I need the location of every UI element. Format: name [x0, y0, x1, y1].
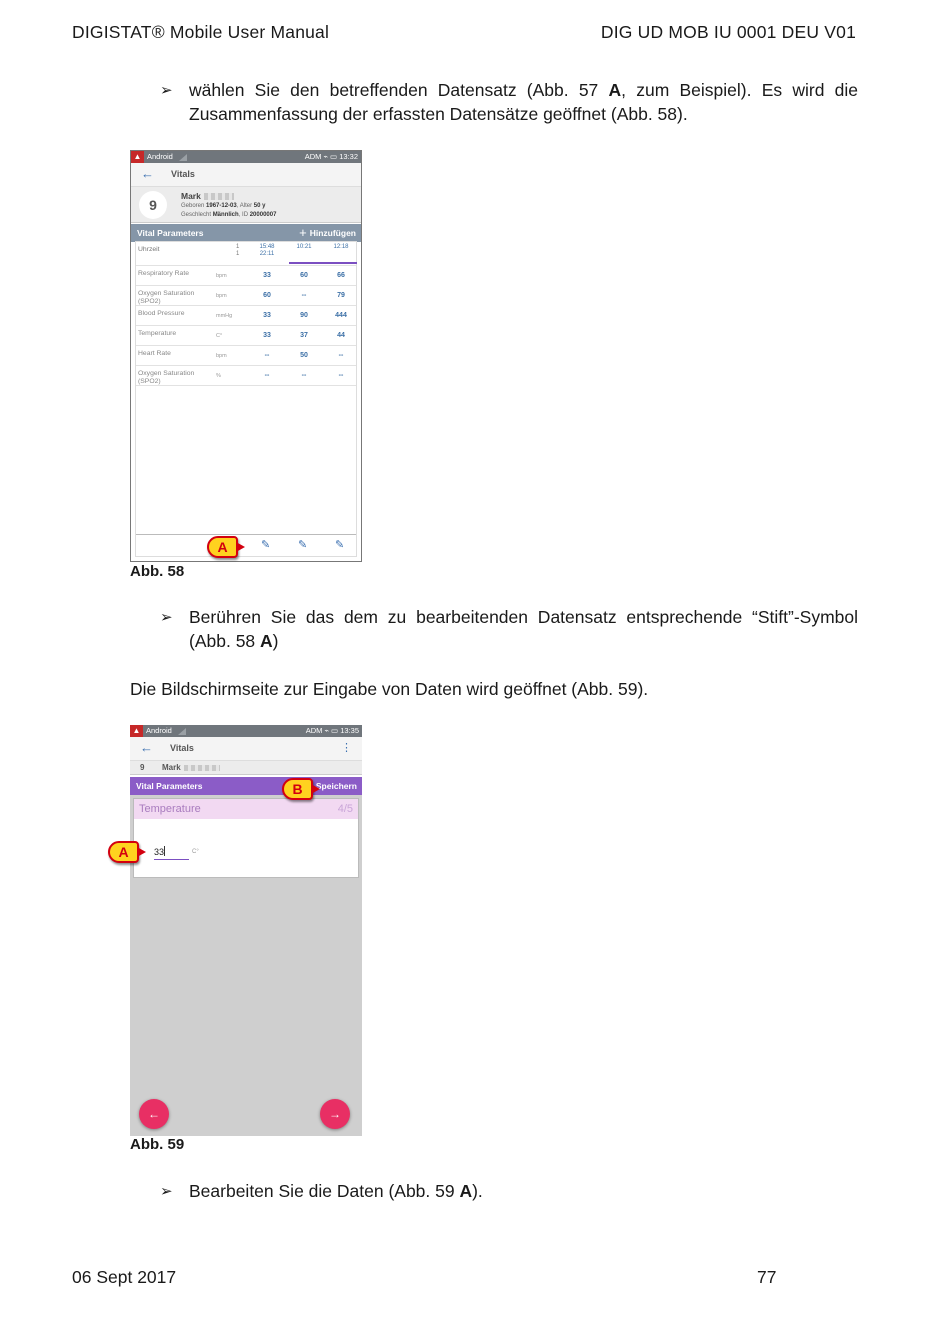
vital-parameters-bar [131, 224, 361, 242]
value-cell: -- [301, 292, 307, 299]
input-card [133, 798, 359, 878]
callout-a: A [207, 536, 238, 558]
bullet-arrow-icon: ➢ [160, 82, 173, 99]
vitals-table [135, 241, 357, 557]
value-cell: -- [338, 372, 344, 379]
figure-59-screenshot [130, 725, 362, 1136]
patient-info [131, 187, 361, 223]
value-unit: C° [192, 849, 199, 855]
save-button[interactable]: Speichern [315, 781, 357, 791]
bullet-edit-data [160, 1180, 858, 1204]
value-cell: 37 [300, 332, 308, 339]
time-label: Uhrzeit [138, 246, 160, 253]
born-label: Geboren [181, 203, 205, 209]
id-label: , ID [238, 212, 249, 218]
patient-name [162, 761, 220, 775]
arrow-left-icon: ← [148, 1107, 160, 1121]
screen-title: Vitals [170, 743, 194, 753]
status-right: ADM ⌁ ▭ 13:35 [305, 726, 359, 735]
overflow-menu-icon[interactable]: ⋮ [341, 742, 352, 754]
status-right: ADM ⌁ ▭ 13:32 [304, 152, 358, 161]
sex-value: Männlich [212, 212, 239, 218]
table-row[interactable] [136, 266, 356, 286]
value-text: 33 [154, 847, 165, 857]
callout-b: B [282, 778, 313, 800]
redacted-surname [184, 765, 220, 771]
age-value: 50 y [253, 203, 266, 209]
bullet-select-record [160, 79, 858, 126]
value-cell: 60 [300, 272, 308, 279]
bullet-text: , zum Beispiel). Es wird die Zusammenfassung der erfassten Datensätze geöffnet (Abb. 58). [189, 80, 858, 124]
time-col-2[interactable]: 10:21 [296, 244, 312, 250]
back-arrow-icon[interactable]: ← [140, 740, 153, 755]
parameter-name: Respiratory Rate [138, 270, 189, 277]
page-number: 77 [757, 1267, 777, 1287]
text-cursor [164, 846, 165, 856]
next-button[interactable] [320, 1099, 350, 1129]
pencil-icon[interactable]: ✎ [335, 539, 345, 551]
value-cell: 50 [300, 352, 308, 359]
value-cell: 79 [337, 292, 345, 299]
section-title: Vital Parameters [136, 781, 203, 791]
patient-sex-line [181, 212, 276, 218]
parameter-name: Temperature [138, 330, 177, 337]
arrow-right-icon: → [329, 1107, 341, 1121]
signal-icon [178, 728, 186, 735]
parameter-unit: bpm [216, 273, 227, 279]
value-cell: 66 [337, 272, 345, 279]
header-doc-id: DIG UD MOB IU 0001 DEU V01 [600, 22, 856, 42]
id-value: 20000007 [249, 212, 277, 218]
value-input[interactable] [154, 846, 189, 860]
patient-name-text: Mark [181, 191, 201, 201]
parameter-name: Oxygen Saturation (SPO2) [138, 370, 195, 385]
value-cell: -- [301, 372, 307, 379]
table-row[interactable] [136, 306, 356, 326]
sex-label: Geschlecht [181, 212, 212, 218]
bullet-bold-ref: A [459, 1181, 473, 1201]
table-row[interactable] [136, 366, 356, 386]
value-cell: 444 [335, 312, 347, 319]
bullet-bold-ref: A [608, 80, 622, 100]
index-value: 1 [236, 251, 240, 257]
patient-name-text: Mark [162, 763, 181, 772]
age-label: , Alter [236, 203, 253, 209]
parameter-unit: bpm [216, 353, 227, 359]
status-os: Android [146, 726, 172, 735]
value-cell: 33 [263, 272, 271, 279]
bell-icon: ▲ [131, 151, 144, 163]
bullet-text: ). [472, 1181, 483, 1201]
bullet-tap-pencil [160, 606, 858, 653]
pencil-icon[interactable]: ✎ [261, 539, 271, 551]
status-os: Android [147, 152, 173, 161]
value-cell: 44 [337, 332, 345, 339]
parameter-name: Heart Rate [138, 350, 171, 357]
time-col-3[interactable]: 12:18 [333, 244, 349, 250]
section-title: Vital Parameters [137, 228, 204, 238]
table-row[interactable] [136, 286, 356, 306]
value-cell: -- [264, 352, 270, 359]
plus-icon: + [299, 225, 307, 240]
status-bar [130, 725, 362, 737]
time-col-1[interactable]: 15:48 22:11 [259, 244, 275, 257]
selected-column-indicator [289, 262, 357, 264]
bullet-text: ) [272, 630, 279, 651]
vital-parameters-bar [130, 777, 362, 795]
signal-icon [179, 154, 187, 161]
bed-number: 9 [140, 763, 145, 772]
title-bar [130, 737, 362, 761]
bullet-text: wählen Sie den betreffenden Datensatz (Abb. 57 [189, 80, 609, 100]
parameter-unit: C° [216, 333, 223, 339]
field-counter: 4/5 [337, 803, 353, 815]
born-value: 1967-12-03 [206, 203, 237, 209]
redacted-surname [204, 193, 234, 200]
patient-name [181, 191, 234, 201]
add-button[interactable] [299, 224, 356, 242]
patient-birth-line [181, 203, 265, 209]
value-cell: 60 [263, 292, 271, 299]
add-label: Hinzufügen [309, 228, 356, 238]
table-header-row [136, 242, 356, 266]
bullet-text: Bearbeiten Sie die Daten (Abb. 59 [189, 1181, 460, 1201]
bed-number: 9 [139, 191, 167, 219]
figure-58-caption: Abb. 58 [130, 563, 185, 580]
pencil-icon[interactable]: ✎ [298, 539, 308, 551]
parameter-name: Oxygen Saturation (SPO2) [138, 290, 195, 305]
edit-row [136, 534, 356, 556]
previous-button[interactable] [139, 1099, 169, 1129]
value-cell: -- [264, 372, 270, 379]
title-bar [131, 163, 361, 187]
bullet-text: Berühren Sie das dem zu bearbeitenden Datensatz entsprechende “Stift”-Symbol (Abb. 58 [189, 607, 858, 651]
parameter-name: Blood Pressure [138, 310, 185, 317]
screen-title: Vitals [171, 169, 195, 179]
field-label-bar [134, 799, 358, 819]
index-column [236, 244, 239, 258]
bullet-bold-ref: A [260, 630, 273, 651]
value-cell: 33 [263, 312, 271, 319]
value-cell: 33 [263, 332, 271, 339]
paragraph-input-screen: Die Bildschirmseite zur Eingabe von Daten wird geöffnet (Abb. 59). [130, 679, 649, 699]
figure-58-screenshot [130, 150, 362, 562]
status-bar [131, 151, 361, 163]
parameter-unit: mmHg [216, 313, 233, 319]
parameter-unit: bpm [216, 293, 227, 299]
bullet-arrow-icon: ➢ [160, 609, 173, 626]
table-row[interactable] [136, 346, 356, 366]
parameter-unit: % [216, 373, 221, 379]
value-cell: -- [338, 352, 344, 359]
callout-a: A [108, 841, 139, 863]
table-row[interactable] [136, 326, 356, 346]
bell-icon: ▲ [130, 725, 143, 737]
bullet-arrow-icon: ➢ [160, 1183, 173, 1200]
field-label: Temperature [139, 803, 201, 815]
back-arrow-icon[interactable]: ← [141, 166, 154, 181]
value-cell: 90 [300, 312, 308, 319]
figure-59-caption: Abb. 59 [130, 1136, 185, 1153]
index-value: 1 [236, 244, 240, 250]
header-title: DIGISTAT® Mobile User Manual [72, 22, 330, 42]
patient-info [130, 761, 362, 775]
footer-date: 06 Sept 2017 [72, 1267, 177, 1287]
